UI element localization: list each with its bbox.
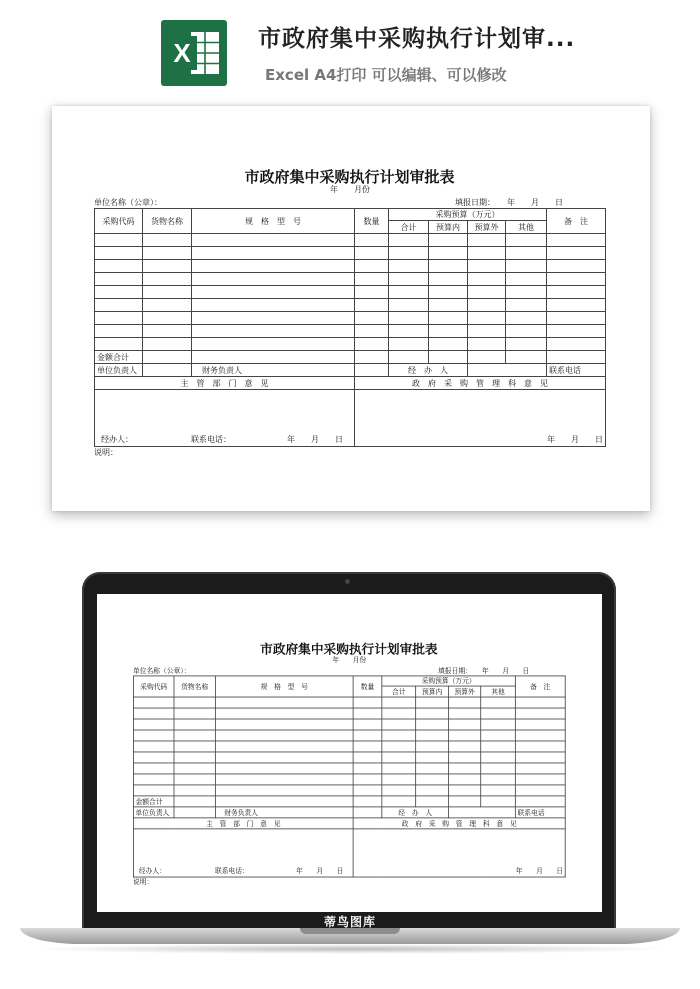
cell-total[interactable]: [382, 708, 416, 719]
cell-out-budget[interactable]: [449, 730, 481, 741]
cell-goods[interactable]: [174, 774, 215, 785]
cell-remark[interactable]: [547, 299, 606, 312]
cell-in-budget[interactable]: [429, 338, 468, 351]
cell-remark[interactable]: [547, 247, 606, 260]
table-row: [133, 741, 565, 752]
cell-spec[interactable]: [192, 312, 355, 325]
cell-remark[interactable]: [515, 774, 565, 785]
excel-icon: [161, 20, 227, 86]
cell-out-budget[interactable]: [449, 752, 481, 763]
header-out-budget: 预算外: [449, 686, 481, 697]
cell-remark[interactable]: [547, 325, 606, 338]
sig-date-2: 年 月 日: [515, 867, 564, 875]
cell-other[interactable]: [506, 273, 547, 286]
table-row: [95, 273, 606, 286]
cell-other[interactable]: [506, 325, 547, 338]
cell-goods[interactable]: [143, 273, 192, 286]
header-goods: 货物名称: [174, 676, 215, 697]
header-qty: 数量: [355, 209, 389, 234]
cell-goods[interactable]: [143, 325, 192, 338]
header-total: 合计: [382, 686, 416, 697]
cell-qty[interactable]: [353, 719, 382, 730]
cell-code[interactable]: [95, 247, 143, 260]
cell-code[interactable]: [133, 785, 174, 796]
finance-head-label: 财务负责人: [215, 807, 353, 818]
cell-spec[interactable]: [215, 708, 353, 719]
cell-in-budget[interactable]: [429, 299, 468, 312]
cell-in-budget[interactable]: [416, 730, 449, 741]
cell-in-budget[interactable]: [416, 741, 449, 752]
cell-out-budget[interactable]: [449, 785, 481, 796]
cell-goods[interactable]: [143, 234, 192, 247]
excel-icon-letter: X: [173, 38, 191, 68]
cell-remark[interactable]: [515, 763, 565, 774]
dept-opinion-area[interactable]: [133, 829, 353, 877]
table-row: [95, 234, 606, 247]
cell-spec[interactable]: [215, 719, 353, 730]
cell-in-budget[interactable]: [429, 312, 468, 325]
cell-in-budget[interactable]: [429, 286, 468, 299]
header-in-budget: 预算内: [429, 221, 468, 234]
cell-in-budget[interactable]: [416, 719, 449, 730]
sig-handler: 经办人：: [138, 867, 166, 875]
cell-total[interactable]: [382, 774, 416, 785]
form-unit-name: 单位名称（公章）：: [94, 198, 162, 207]
cell-goods[interactable]: [143, 338, 192, 351]
cell-qty[interactable]: [355, 338, 389, 351]
table-row: [95, 338, 606, 351]
cell-qty[interactable]: [353, 708, 382, 719]
cell-in-budget[interactable]: [416, 763, 449, 774]
form-year-month: 年 月份: [332, 656, 367, 664]
header-spec: 规 格 型 号: [215, 676, 353, 697]
header-remark: 备 注: [515, 676, 565, 697]
cell-total[interactable]: [389, 312, 429, 325]
brand-watermark: 蒂鸟图库: [323, 915, 376, 929]
table-row: [95, 286, 606, 299]
cell-in-budget[interactable]: [416, 708, 449, 719]
header-out-budget: 预算外: [468, 221, 506, 234]
cell-qty[interactable]: [355, 273, 389, 286]
cell-remark[interactable]: [515, 697, 565, 708]
cell-out-budget[interactable]: [468, 338, 506, 351]
cell-other[interactable]: [481, 730, 516, 741]
cell-other[interactable]: [481, 741, 516, 752]
cell-other[interactable]: [506, 247, 547, 260]
gov-opinion-area[interactable]: [355, 390, 606, 447]
cell-remark[interactable]: [515, 785, 565, 796]
header-remark: 备 注: [547, 209, 606, 234]
cell-goods[interactable]: [174, 741, 215, 752]
form-unit-name: 单位名称（公章）：: [133, 667, 191, 675]
handler-label: 经 办 人: [382, 807, 449, 818]
cell-code[interactable]: [95, 260, 143, 273]
header-other: 其他: [481, 686, 516, 697]
cell-other[interactable]: [481, 752, 516, 763]
handler-label: 经 办 人: [389, 364, 468, 377]
cell-spec[interactable]: [192, 286, 355, 299]
header-total: 合计: [389, 221, 429, 234]
cell-other[interactable]: [506, 286, 547, 299]
cell-code[interactable]: [95, 273, 143, 286]
cell-code[interactable]: [133, 697, 174, 708]
cell-total[interactable]: [389, 325, 429, 338]
cell-total[interactable]: [382, 763, 416, 774]
cell-other[interactable]: [481, 774, 516, 785]
cell-in-budget[interactable]: [429, 260, 468, 273]
form-fill-date: 填报日期： 年 月 日: [455, 198, 563, 207]
cell-remark[interactable]: [547, 338, 606, 351]
cell-in-budget[interactable]: [416, 752, 449, 763]
cell-goods[interactable]: [143, 299, 192, 312]
cell-out-budget[interactable]: [468, 286, 506, 299]
cell-qty[interactable]: [355, 247, 389, 260]
cell-total[interactable]: [382, 719, 416, 730]
cell-in-budget[interactable]: [416, 697, 449, 708]
header-code: 采购代码: [133, 676, 174, 697]
gov-opinion-label: 政 府 采 购 管 理 科 意 见: [353, 818, 565, 829]
sig-date: 年 月 日: [296, 867, 344, 875]
cell-qty[interactable]: [353, 774, 382, 785]
cell-spec[interactable]: [215, 774, 353, 785]
cell-qty[interactable]: [353, 697, 382, 708]
cell-goods[interactable]: [174, 697, 215, 708]
cell-in-budget[interactable]: [429, 325, 468, 338]
cell-remark[interactable]: [547, 234, 606, 247]
cell-spec[interactable]: [192, 247, 355, 260]
cell-remark[interactable]: [515, 719, 565, 730]
dept-opinion-area[interactable]: [95, 390, 355, 447]
cell-spec[interactable]: [215, 697, 353, 708]
cell-out-budget[interactable]: [449, 741, 481, 752]
amount-total-label: 金额合计: [133, 796, 174, 807]
cell-total[interactable]: [389, 273, 429, 286]
cell-code[interactable]: [133, 763, 174, 774]
cell-code[interactable]: [95, 312, 143, 325]
cell-code[interactable]: [95, 234, 143, 247]
cell-out-budget[interactable]: [468, 247, 506, 260]
camera-icon: [345, 579, 350, 584]
cell-code[interactable]: [133, 708, 174, 719]
cell-out-budget[interactable]: [468, 234, 506, 247]
dept-opinion-label: 主 管 部 门 意 见: [133, 818, 353, 829]
cell-remark[interactable]: [515, 708, 565, 719]
header-code: 采购代码: [95, 209, 143, 234]
cell-in-budget[interactable]: [416, 774, 449, 785]
cell-out-budget[interactable]: [449, 774, 481, 785]
cell-spec[interactable]: [192, 338, 355, 351]
cell-total[interactable]: [389, 247, 429, 260]
cell-spec[interactable]: [215, 730, 353, 741]
cell-remark[interactable]: [547, 312, 606, 325]
header-other: 其他: [506, 221, 547, 234]
cell-goods[interactable]: [174, 730, 215, 741]
cell-spec[interactable]: [192, 234, 355, 247]
contact-phone-label: 联系电话: [515, 807, 565, 818]
cell-spec[interactable]: [192, 325, 355, 338]
page-subtitle: Excel A4打印 可以编辑、可以修改: [265, 66, 507, 84]
cell-spec[interactable]: [192, 273, 355, 286]
cell-other[interactable]: [506, 234, 547, 247]
cell-total[interactable]: [382, 741, 416, 752]
cell-total[interactable]: [382, 752, 416, 763]
cell-goods[interactable]: [143, 286, 192, 299]
cell-remark[interactable]: [547, 286, 606, 299]
cell-code[interactable]: [133, 741, 174, 752]
form-table: [133, 675, 566, 877]
form-note: 说明：: [94, 448, 118, 457]
cell-total[interactable]: [382, 730, 416, 741]
cell-remark[interactable]: [547, 260, 606, 273]
cell-qty[interactable]: [353, 763, 382, 774]
cell-out-budget[interactable]: [468, 299, 506, 312]
table-row: [95, 247, 606, 260]
cell-in-budget[interactable]: [429, 273, 468, 286]
cell-out-budget[interactable]: [468, 312, 506, 325]
table-row: [133, 708, 565, 719]
cell-code[interactable]: [95, 286, 143, 299]
cell-qty[interactable]: [355, 286, 389, 299]
cell-total[interactable]: [382, 785, 416, 796]
header-goods: 货物名称: [143, 209, 192, 234]
header-spec: 规 格 型 号: [192, 209, 355, 234]
unit-head-label: 单位负责人: [133, 807, 174, 818]
cell-out-budget[interactable]: [449, 719, 481, 730]
table-row: [133, 774, 565, 785]
cell-in-budget[interactable]: [416, 785, 449, 796]
form-year-month: 年 月份: [330, 185, 370, 194]
cell-goods[interactable]: [174, 763, 215, 774]
cell-goods[interactable]: [174, 752, 215, 763]
cell-out-budget[interactable]: [468, 273, 506, 286]
form-title: 市政府集中采购执行计划审批表: [260, 641, 438, 657]
sig-phone: 联系电话：: [214, 867, 249, 875]
sig-date: 年 月 日: [287, 435, 343, 444]
cell-remark[interactable]: [515, 730, 565, 741]
cell-total[interactable]: [382, 697, 416, 708]
cell-out-budget[interactable]: [449, 763, 481, 774]
cell-goods[interactable]: [174, 708, 215, 719]
cell-goods[interactable]: [174, 719, 215, 730]
header-budget: 采购预算（万元）: [389, 209, 547, 221]
cell-qty[interactable]: [355, 260, 389, 273]
table-row: [95, 260, 606, 273]
cell-other[interactable]: [481, 719, 516, 730]
cell-in-budget[interactable]: [429, 234, 468, 247]
contact-phone-label: 联系电话: [547, 364, 606, 377]
cell-code[interactable]: [95, 299, 143, 312]
cell-code[interactable]: [133, 752, 174, 763]
cell-code[interactable]: [133, 730, 174, 741]
cell-other[interactable]: [506, 260, 547, 273]
cell-out-budget[interactable]: [468, 325, 506, 338]
cell-total[interactable]: [389, 299, 429, 312]
page-title: 市政府集中采购执行计划审...: [258, 26, 576, 52]
form-note: 说明：: [133, 878, 154, 886]
finance-head-label: 财务负责人: [192, 364, 355, 377]
form-fill-date: 填报日期： 年 月 日: [438, 667, 530, 675]
unit-head-label: 单位负责人: [95, 364, 143, 377]
cell-remark[interactable]: [515, 741, 565, 752]
cell-other[interactable]: [506, 299, 547, 312]
cell-spec[interactable]: [192, 260, 355, 273]
table-row: [133, 763, 565, 774]
header-budget: 采购预算（万元）: [382, 676, 516, 686]
gov-opinion-label: 政 府 采 购 管 理 科 意 见: [355, 377, 606, 390]
table-row: [133, 719, 565, 730]
cell-out-budget[interactable]: [449, 708, 481, 719]
cell-qty[interactable]: [353, 730, 382, 741]
cell-other[interactable]: [506, 338, 547, 351]
cell-total[interactable]: [389, 234, 429, 247]
gov-opinion-area[interactable]: [353, 829, 565, 877]
cell-code[interactable]: [95, 338, 143, 351]
header-qty: 数量: [353, 676, 382, 697]
cell-qty[interactable]: [353, 785, 382, 796]
cell-spec[interactable]: [215, 763, 353, 774]
cell-other[interactable]: [506, 312, 547, 325]
table-row: [133, 697, 565, 708]
cell-qty[interactable]: [355, 325, 389, 338]
cell-spec[interactable]: [192, 299, 355, 312]
cell-goods[interactable]: [143, 247, 192, 260]
amount-total-label: 金额合计: [95, 351, 143, 364]
table-row: [95, 312, 606, 325]
cell-qty[interactable]: [355, 234, 389, 247]
table-row: [133, 730, 565, 741]
cell-remark[interactable]: [515, 752, 565, 763]
dept-opinion-label: 主 管 部 门 意 见: [95, 377, 355, 390]
cell-other[interactable]: [481, 697, 516, 708]
cell-qty[interactable]: [355, 312, 389, 325]
cell-total[interactable]: [389, 338, 429, 351]
cell-code[interactable]: [133, 774, 174, 785]
header-in-budget: 预算内: [416, 686, 449, 697]
form-table: [94, 208, 606, 447]
sig-phone: 联系电话：: [191, 435, 231, 444]
form-title: 市政府集中采购执行计划审批表: [244, 168, 455, 186]
cell-other[interactable]: [481, 785, 516, 796]
cell-spec[interactable]: [215, 752, 353, 763]
cell-out-budget[interactable]: [449, 697, 481, 708]
cell-total[interactable]: [389, 260, 429, 273]
cell-goods[interactable]: [143, 260, 192, 273]
cell-other[interactable]: [481, 763, 516, 774]
cell-qty[interactable]: [353, 752, 382, 763]
cell-code[interactable]: [95, 325, 143, 338]
table-row: [133, 785, 565, 796]
table-row: [133, 752, 565, 763]
cell-code[interactable]: [133, 719, 174, 730]
cell-other[interactable]: [481, 708, 516, 719]
sig-handler: 经办人：: [101, 435, 133, 444]
sig-date-2: 年 月 日: [547, 435, 603, 444]
table-row: [95, 299, 606, 312]
cell-spec[interactable]: [215, 741, 353, 752]
cell-qty[interactable]: [355, 299, 389, 312]
cell-goods[interactable]: [174, 785, 215, 796]
cell-goods[interactable]: [143, 312, 192, 325]
table-row: [95, 325, 606, 338]
cell-spec[interactable]: [215, 785, 353, 796]
cell-total[interactable]: [389, 286, 429, 299]
cell-qty[interactable]: [353, 741, 382, 752]
cell-out-budget[interactable]: [468, 260, 506, 273]
cell-in-budget[interactable]: [429, 247, 468, 260]
cell-remark[interactable]: [547, 273, 606, 286]
laptop-shadow: [30, 944, 670, 954]
